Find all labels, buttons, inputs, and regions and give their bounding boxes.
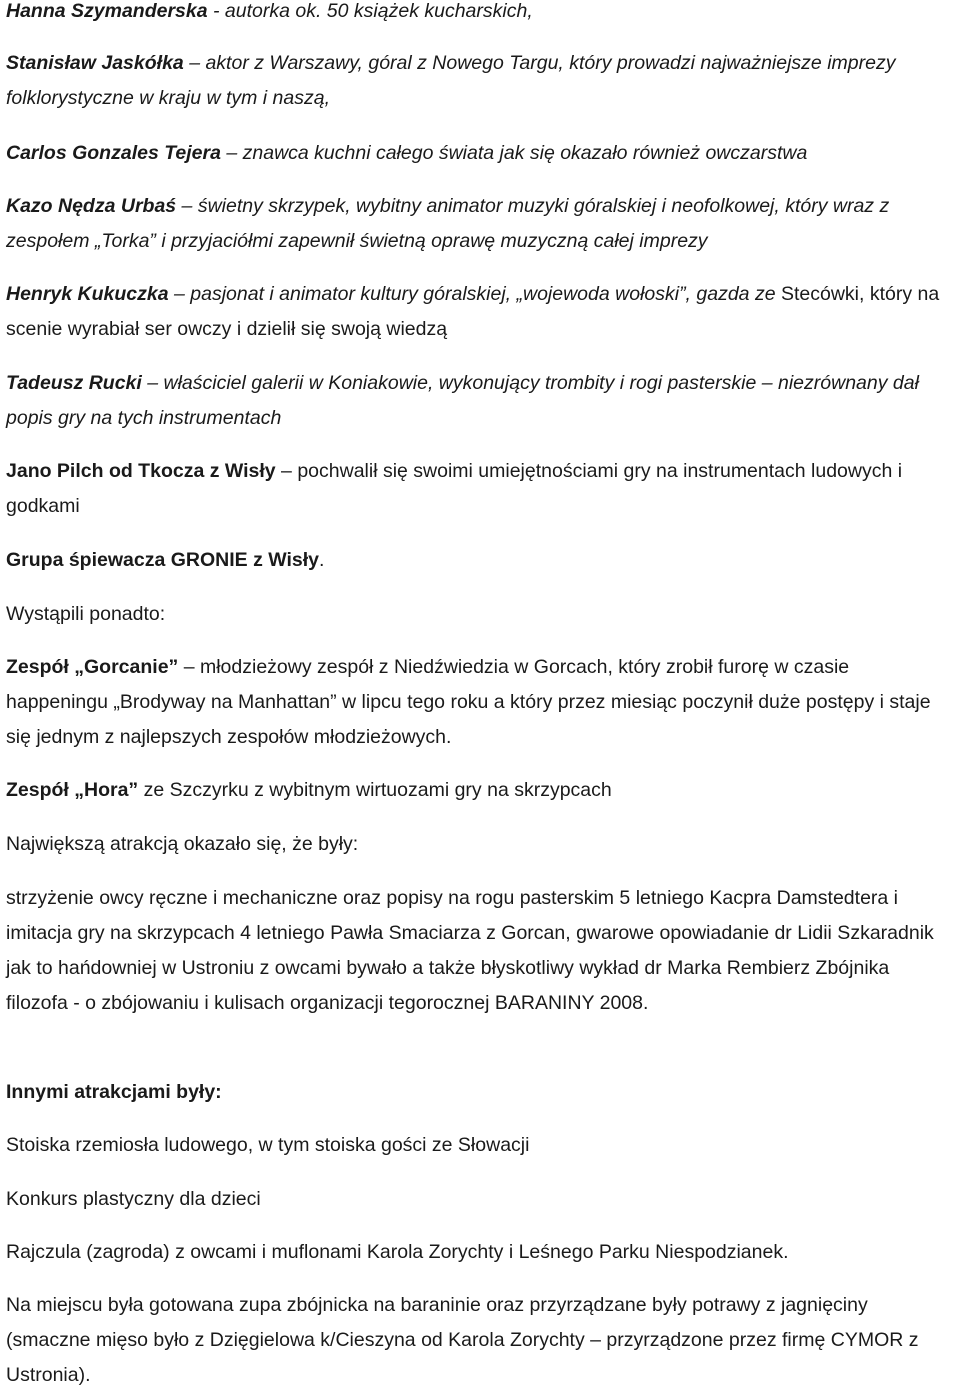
person-description-continued: Stecówki, który na scenie wyrabiał ser owczy i dzielił się swoją wiedzą [6, 283, 940, 340]
paragraph-atrakcje-opis [6, 881, 956, 1021]
person-name: Hanna Szymanderska [6, 0, 208, 22]
person-description: – właściciel galerii w Koniakowie, wykonujący trombity i rogi pasterskie – niezrównany dał popis gry na tych instrumentach [6, 372, 919, 429]
paragraph-zespol-gorcanie [6, 650, 956, 755]
person-name: Stanisław Jaskółka [6, 52, 184, 74]
person-description: – znawca kuchni całego świata jak się okazało również owczarstwa [220, 142, 808, 164]
group-description: – młodzieżowy zespół z Niedźwiedzia w Gorcach, który zrobił furorę w czasie happeningu „Brodyway na Manhattan” w lipcu tego roku a który przez miesiąc poczynił duże postępy i staje się jednym z najlepszych zespołów młodzieżowych. [6, 656, 931, 748]
paragraph-innymi-atrakcjami [6, 1075, 956, 1110]
group-name: Zespół „Gorcanie” [6, 656, 179, 678]
person-description: – świetny skrzypek, wybitny animator muzyki góralskiej i neofolkowej, który wraz z zespołem „Torka” i przyjaciółmi zapewnił świetną oprawę muzyczną całej imprezy [6, 195, 890, 252]
attractions-description: strzyżenie owcy ręczne i mechaniczne oraz popisy na rogu pasterskim 5 letniego Kacpra Damstedtera i imitacja gry na skrzypcach 4 letniego Pawła Smaciarza z Gorcan, gwarowe opowiadanie dr Lidii Szkaradnik jak to hańdowniej w Ustroniu z owcami bywało a także błyskotliwy wykład dr Marka Rembierz Zbójnika filozofa - o zbójowaniu i kulisach organizacji tegorocznej BARANINY 2008. [6, 887, 934, 1014]
group-description: ze Szczyrku z wybitnym wirtuozami gry na skrzypcach [138, 779, 612, 801]
paragraph-rajczula [6, 1235, 956, 1270]
list-item: Rajczula (zagroda) z owcami i muflonami Karola Zorychty i Leśnego Parku Niespodzianek. [6, 1241, 789, 1263]
group-name: Grupa śpiewacza GRONIE z Wisły [6, 549, 319, 571]
group-description: . [319, 549, 325, 571]
person-description: – aktor z Warszawy, góral z Nowego Targu, który prowadzi najważniejsze imprezy folklorystyczne w kraju w tym i naszą, [6, 52, 896, 109]
list-item: Stoiska rzemiosła ludowego, w tym stoiska gości ze Słowacji [6, 1134, 530, 1156]
person-name: Henryk Kukuczka [6, 283, 169, 305]
paragraph-wystapili-ponadto [6, 597, 956, 632]
section-heading: Wystąpili ponadto: [6, 603, 166, 625]
section-heading: Innymi atrakcjami były: [6, 1081, 222, 1103]
person-name: Carlos Gonzales Tejera [6, 142, 221, 164]
section-heading: Największą atrakcją okazało się, że były: [6, 833, 359, 855]
paragraph-kazo-nedza-urbas [6, 189, 956, 259]
paragraph-carlos-gonzales-tejera [6, 136, 956, 171]
paragraph-stoiska [6, 1128, 956, 1163]
list-item: Konkurs plastyczny dla dzieci [6, 1188, 261, 1210]
paragraph-zupa-zbojnicka [6, 1288, 956, 1393]
paragraph-henryk-kukuczka [6, 277, 956, 347]
person-description: - autorka ok. 50 książek kucharskich, [207, 0, 533, 22]
person-description: – pasjonat i animator kultury góralskiej, „wojewoda wołoski”, gazda ze [168, 283, 781, 305]
paragraph-zespol-hora [6, 773, 956, 808]
paragraph-jano-pilch [6, 454, 956, 524]
paragraph-grupa-gronie [6, 543, 956, 578]
person-name: Jano Pilch od Tkocza z Wisły [6, 460, 276, 482]
paragraph-najwieksza-atrakcja [6, 827, 956, 862]
paragraph-stanislaw-jaskolka [6, 46, 956, 116]
person-name: Kazo Nędza Urbaś [6, 195, 177, 217]
paragraph-hanna-szymanderska [6, 0, 956, 29]
paragraph-konkurs [6, 1182, 956, 1217]
group-name: Zespół „Hora” [6, 779, 139, 801]
person-description: – pochwalił się swoimi umiejętnościami gry na instrumentach ludowych i godkami [6, 460, 903, 517]
paragraph-tadeusz-rucki [6, 366, 956, 436]
list-item: Na miejscu była gotowana zupa zbójnicka na baraninie oraz przyrządzane były potrawy z jagnięciny (smaczne mięso było z Dzięgielowa k/Cieszyna od Karola Zorychty – przyrządzone przez firmę CYMOR z Ustronia). [6, 1294, 919, 1386]
person-name: Tadeusz Rucki [6, 372, 142, 394]
